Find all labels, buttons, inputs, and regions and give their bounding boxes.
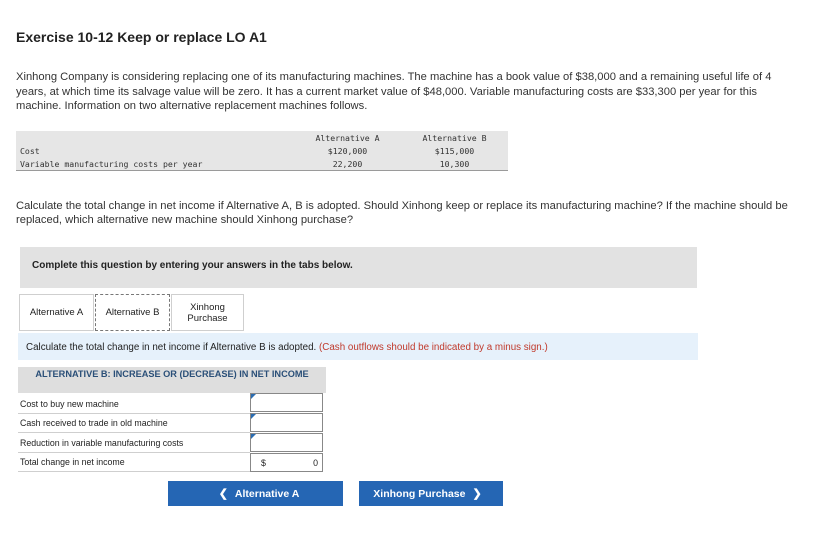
trade-in-cash-input[interactable]: [250, 413, 323, 432]
answer-grid-header: ALTERNATIVE B: INCREASE OR (DECREASE) IN NET INCOME: [18, 367, 326, 393]
cell-a: 22,200: [294, 157, 401, 170]
table-row: [16, 157, 508, 170]
question-text: Calculate the total change in net income if Alternative A, B is adopted. Should Xinhong keep or replace its manufacturing machine? If the machine should be replaced, which alternative new machine should Xinhong purchase?: [16, 200, 788, 226]
currency-symbol: $: [261, 458, 266, 468]
next-button-label: Xinhong Purchase: [373, 487, 466, 500]
prev-button-label: Alternative A: [234, 487, 300, 500]
prev-tab-button[interactable]: [168, 481, 343, 506]
grid-total-label: Total change in net income: [18, 455, 250, 472]
col-alternative-b: Alternative B: [401, 131, 508, 144]
cell-b: 10,300: [401, 157, 508, 170]
instructions-banner: [20, 247, 697, 288]
next-tab-button[interactable]: [359, 481, 503, 506]
chevron-left-icon: ❮: [218, 488, 228, 500]
grid-row-label: Reduction in variable manufacturing costs: [18, 436, 250, 453]
cell-b: $115,000: [401, 144, 508, 157]
tab-xinhong-purchase[interactable]: Xinhong Purchase: [171, 294, 244, 331]
tab-instruction: [18, 333, 698, 360]
alternatives-table: [16, 131, 508, 171]
table-row: [16, 144, 508, 157]
instruction-note: (Cash outflows should be indicated by a minus sign.): [319, 342, 548, 353]
col-alternative-a: Alternative A: [294, 131, 401, 144]
total-change-cell: [250, 453, 323, 472]
table-header-row: [16, 131, 508, 144]
tab-alternative-b[interactable]: Alternative B: [95, 294, 170, 331]
chevron-right-icon: ❯: [472, 488, 482, 500]
instruction-main: Calculate the total change in net income if Alternative B is adopted.: [26, 342, 317, 353]
grid-row-label: Cash received to trade in old machine: [18, 416, 250, 433]
row-label: Cost: [16, 144, 294, 157]
cost-new-machine-input[interactable]: [250, 393, 323, 412]
exercise-title: Exercise 10-12 Keep or replace LO A1: [16, 29, 267, 45]
banner-text: Complete this question by entering your answers in the tabs below.: [32, 260, 353, 271]
cell-a: $120,000: [294, 144, 401, 157]
tab-alternative-a[interactable]: Alternative A: [19, 294, 94, 331]
problem-intro: Xinhong Company is considering replacing one of its manufacturing machines. The machine has a book value of $38,000 and a remaining useful life of 4 years, at which time its salvage value will be zero. It has a current market value of $48,000. Variable manufacturing costs are $33,300 per year for this machine. Information on two alternative replacement machines follows.: [16, 71, 772, 112]
row-label: Variable manufacturing costs per year: [16, 157, 294, 170]
variable-cost-reduction-input[interactable]: [250, 433, 323, 452]
total-value: 0: [313, 458, 318, 468]
grid-row-label: Cost to buy new machine: [18, 397, 250, 414]
